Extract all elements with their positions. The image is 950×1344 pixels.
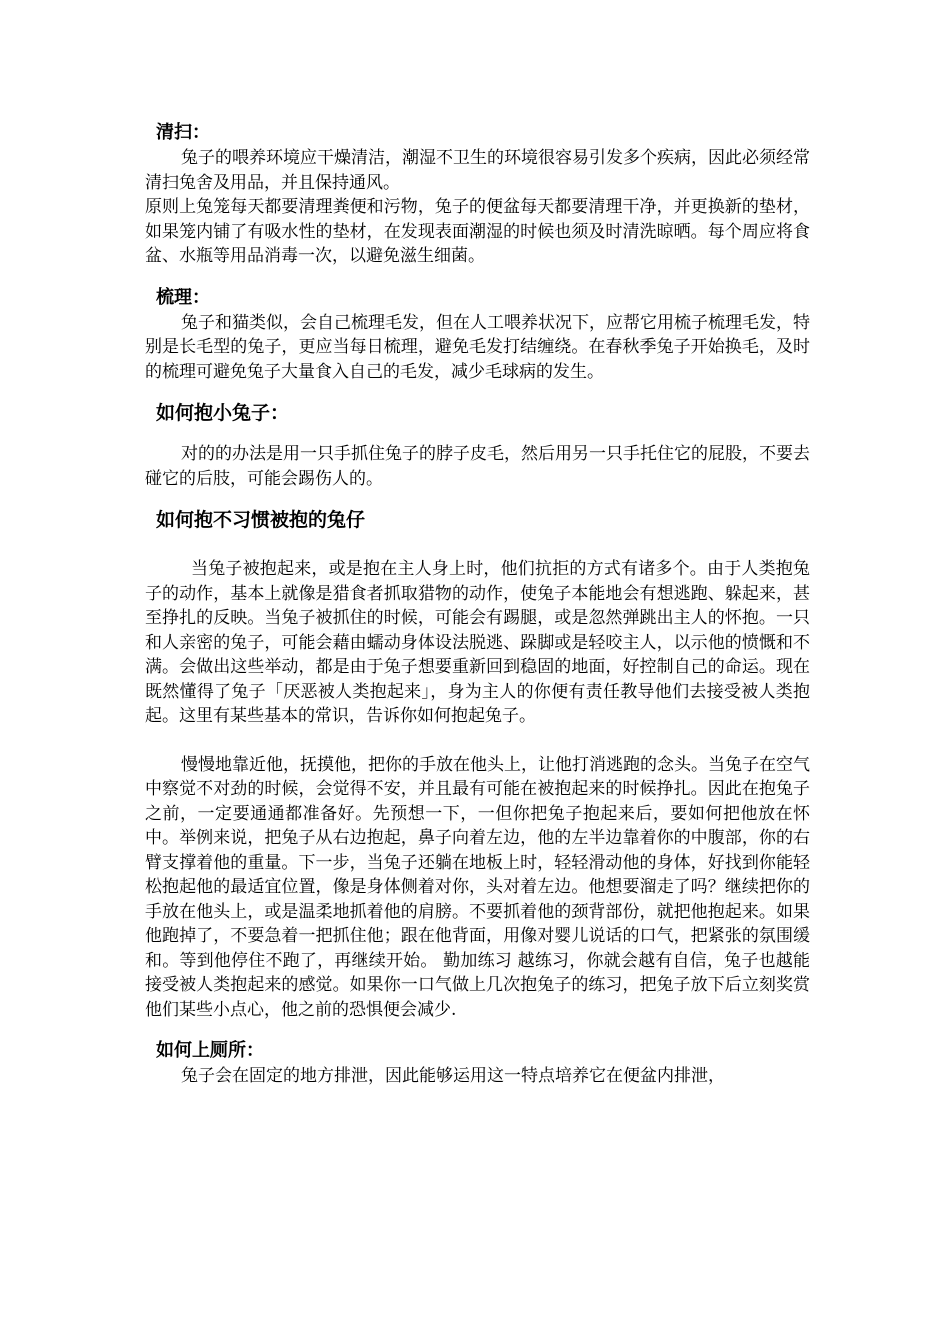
spacer — [145, 1022, 810, 1038]
spacer — [145, 269, 810, 285]
spacer — [145, 426, 810, 442]
paragraph-hold-unused-1: 当兔子被抱起来，或是抱在主人身上时，他们抗拒的方式有诸多个。由于人类抱兔子的动作，基本上就像是猎食者抓取猎物的动作，使兔子本能地会有想逃跑、躲起来，甚至挣扎的反映。当兔子被抓住的时候，可能会有踢腿，或是忽然弹跳出主人的怀抱。一只和人亲密的兔子，可能会藉由蠕动身体设法脱逃、跺脚或是轻咬主人，以示他的愤慨和不满。会做出这些举动，都是由于兔子想要重新回到稳固的地面，好控制自己的命运。现在既然懂得了兔子「厌恶被人类抱起来」，身为主人的你便有责任教导他们去接受被人类抱起。这里有某些基本的常识，告诉你如何抱起兔子。 — [145, 559, 810, 726]
spacer — [145, 384, 810, 400]
paragraph-hold-unused-2: 慢慢地靠近他，抚摸他，把你的手放在他头上，让他打消逃跑的念头。当兔子在空气中察觉不对劲的时候，会觉得不安，并且最有可能在被抱起来的时候挣扎。因此在抱兔子之前，一定要通通都准备好。先预想一下，一但你把兔子抱起来后，要如何把他放在怀中。举例来说，把兔子从右边抱起，鼻子向着左边，他的左半边靠着你的中腹部，你的右臂支撑着他的重量。下一步，当兔子还躺在地板上时，轻轻滑动他的身体，好找到你能轻松抱起他的最适宜位置，像是身体侧着对你，头对着左边。他想要溜走了吗？继续把你的手放在他头上，或是温柔地抓着他的肩膀。不要抓着他的颈背部份，就把他抱起来。如果他跑掉了，不要急着一把抓住他；跟在他背面，用像对婴儿说话的口气，把紧张的氛围缓和。等到他停住不跑了，再继续开始。 勤加练习 越练习，你就会越有自信，兔子也越能接受被人类抱起来的感觉。如果你一口气做上几次抱兔子的练习，把兔子放下后立刻奖赏他们某些小点心，他之前的恐惧便会减少. — [145, 754, 810, 1020]
document-page — [145, 120, 810, 1089]
paragraph-grooming-1: 兔子和猫类似，会自己梳理毛发，但在人工喂养状况下，应帮它用梳子梳理毛发，特别是长毛型的兔子，更应当每日梳理，避免毛发打结缠绕。在春秋季兔子开始换毛，及时的梳理可避免兔子大量食入自己的毛发，减少毛球病的发生。 — [145, 312, 810, 382]
paragraph-hold-small-1: 对的的办法是用一只手抓住兔子的脖子皮毛，然后用另一只手托住它的屁股，不要去碰它的后肢，可能会踢伤人的。 — [145, 444, 810, 489]
heading-hold-unused: 如何抱不习惯被抱的兔仔 — [156, 509, 366, 531]
spacer — [145, 729, 810, 753]
spacer — [145, 533, 810, 557]
paragraph-cleaning-2: 原则上兔笼每天都要清理粪便和污物，兔子的便盆每天都要清理干净，并更换新的垫材，如果笼内铺了有吸水性的垫材，在发现表面潮湿的时候也须及时清洗晾晒。每个周应将食盆、水瓶等用品消毒一次，以避免滋生细菌。 — [145, 197, 810, 266]
heading-hold-small: 如何抱小兔子： — [156, 402, 290, 424]
heading-toilet: 如何上厕所： — [156, 1040, 264, 1061]
spacer — [145, 491, 810, 507]
paragraph-cleaning-1: 兔子的喂养环境应干燥清洁，潮湿不卫生的环境很容易引发多个疾病，因此必须经常清扫兔舍及用品，并且保持通风。 — [145, 148, 810, 193]
paragraph-toilet-1: 兔子会在固定的地方排泄，因此能够运用这一特点培养它在便盆内排泄， — [181, 1066, 725, 1086]
heading-cleaning: 清扫： — [156, 122, 210, 143]
heading-grooming: 梳理： — [156, 286, 210, 308]
